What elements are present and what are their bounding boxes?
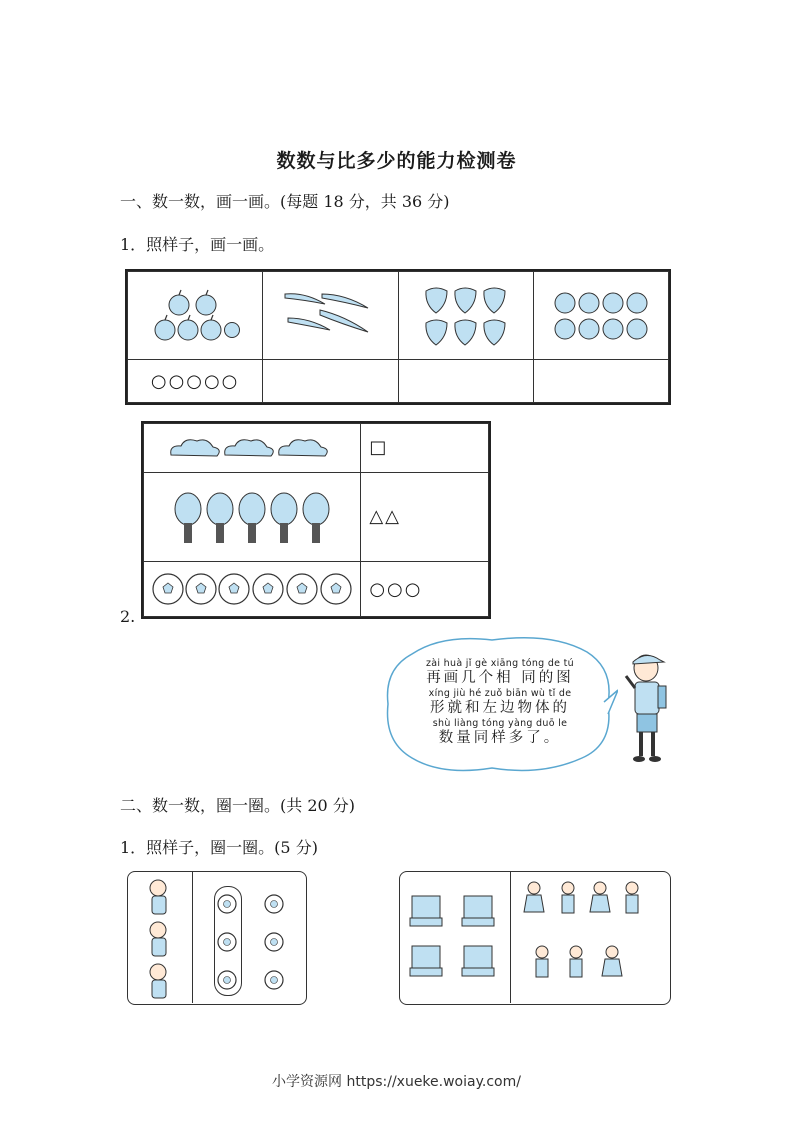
example-answer-cell [128,360,263,403]
drawn-cell-trees [361,472,489,561]
bubble-text [395,656,605,746]
answer-cell-peaches[interactable] [533,360,668,403]
drawn-squares: □ [369,437,389,459]
drawn-triangles: △△ [369,506,402,528]
clouds-picture [167,433,337,463]
trees-cell [144,472,361,561]
text-line-1: 再画几个相 同的图 [426,670,574,686]
chairs-icon [408,892,500,988]
drawn-cell-clouds [361,424,489,473]
text-line-2: 形就和左边物体的 [430,700,570,716]
kids-icon [146,878,180,1002]
q1-label: 1．照样子，画一画。 [120,235,275,254]
example-answer: ○○○○○ [150,370,240,392]
strawberries-cell [398,272,533,360]
apples-picture [150,286,240,346]
pinyin-line-2: xíng jiù hé zuǒ biān wù tǐ de [428,688,572,699]
q1-table [125,269,671,405]
children-icon[interactable] [522,880,664,998]
apples-cell [128,272,263,360]
answer-cell-bananas[interactable] [263,360,398,403]
page-title: 数数与比多少的能力检测卷 [276,150,517,172]
pinyin-line-3: shù liàng tóng yàng duō le [432,718,568,729]
q2-label: 2. [120,607,136,626]
answer-cell-strawberries[interactable] [398,360,533,403]
footer-source: 小学资源网 https://xueke.woiay.com/ [272,1074,521,1090]
pinyin-line-1: zài huà jǐ gè xiāng tóng de tú [426,658,574,669]
peaches-picture [553,289,649,343]
q2-table [141,421,491,619]
strawberries-picture [421,283,511,349]
section2-heading: 二、数一数，圈一圈。(共 20 分) [120,796,356,815]
example-frame [127,871,307,1005]
balls-cell [144,562,361,617]
drawn-circles: ○○○ [369,578,423,600]
clouds-cell [144,424,361,473]
soccer-balls-picture [152,572,352,606]
exercise-frame [399,871,671,1005]
text-line-3: 数量同样多了。 [438,730,562,746]
boy-icon [622,650,672,766]
balls-icon [214,890,294,994]
drawn-cell-balls [361,562,489,617]
section1-heading: 一、数一数，画一画。(每题 18 分，共 36 分) [120,192,450,211]
bananas-picture [280,288,380,344]
peaches-cell [533,272,668,360]
trees-picture [172,489,332,545]
section2-q1-label: 1．照样子，圈一圈。(5 分) [120,838,318,857]
bananas-cell [263,272,398,360]
